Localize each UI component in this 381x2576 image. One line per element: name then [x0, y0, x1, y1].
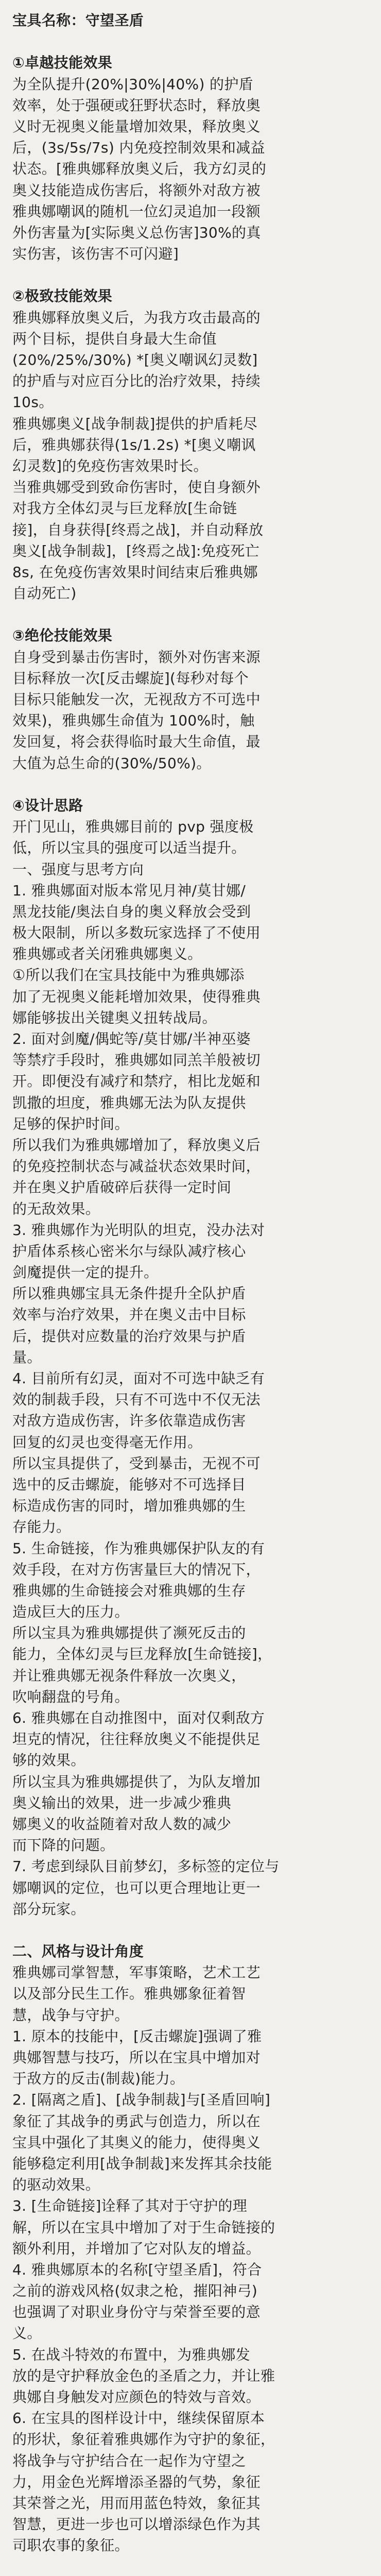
text-line: 所以宝具为雅典娜提供了，为队友增加: [12, 1773, 261, 1790]
document-section: [12, 285, 376, 604]
text-line: 3. [生命链接]诠释了其对于守护的理: [12, 2197, 248, 2215]
text-line: 10s。: [12, 394, 54, 411]
text-line: 效果)，雅典娜生命值为 100%时，触: [12, 712, 255, 730]
text-line: 司职农事的象征。: [12, 2537, 129, 2554]
text-line: 发回复，将会获得临时最大生命值，最: [12, 733, 261, 751]
section-spacer: [12, 264, 376, 285]
document-body: [12, 52, 376, 2556]
text-line: 所以我们为雅典娜增加了，释放奥义后: [12, 1136, 261, 1154]
text-line: 放的是守护释放金色的圣盾之力，并让雅: [12, 2367, 275, 2384]
text-line: 当雅典娜受到致命伤害时，使自身额外: [12, 479, 261, 496]
text-line: 之前的游戏风格(奴隶之枪，摧阳神弓): [12, 2282, 258, 2300]
text-line: 5. 在战斗特效的布置中，为雅典娜发: [12, 2346, 250, 2363]
text-line: 护盾体系核心密米尔与绿队减疗核心: [12, 1242, 246, 1260]
text-line: 部分玩家。: [12, 1900, 85, 1918]
text-line: 2. [隔离之盾]、[战争制裁]与[圣盾回响]: [12, 2091, 271, 2109]
text-line: 奥义[战争制裁]，[终焉之战]:免疫死亡: [12, 542, 260, 560]
text-line: 雅典娜嘲讽的随机一位幻灵追加一段额: [12, 202, 261, 220]
section-heading: ①卓越技能效果: [12, 54, 113, 72]
text-line: 以及部分民生工作。雅典娜象征着智: [12, 1985, 246, 2003]
text-line: 一、强度与思考方向: [12, 860, 144, 878]
text-line: 象征了其战争的勇武与创造力，所以在: [12, 2112, 261, 2130]
text-line: 典娜智慧与技巧，所以在宝具中增加对: [12, 2049, 261, 2066]
text-line: 7. 考虑到绿队目前梦幻，多标签的定位与: [12, 1858, 280, 1875]
text-line: 够的效果。: [12, 1752, 85, 1769]
section-spacer: [12, 1920, 376, 1941]
text-line: 额外利用，并增加了它对队友的增益。: [12, 2240, 261, 2257]
text-line: 6. 雅典娜在自动推图中，面对仅剩敌方: [12, 1709, 265, 1726]
text-line: 雅典娜释放奥义后，为我方攻击最高的: [12, 309, 261, 326]
document-section: [12, 1941, 376, 2556]
text-line: 极大限制，所以多数玩家选择了不使用: [12, 924, 261, 942]
text-line: 存能力。: [12, 1518, 71, 1536]
text-line: 效的制裁手段，只有不可选中不仅无法: [12, 1391, 261, 1409]
text-line: 自身受到暴击伤害时，额外对伤害来源: [12, 648, 261, 666]
text-line: 能力，全体幻灵与巨龙释放[生命链接]，: [12, 1646, 272, 1663]
text-line: 义。: [12, 2325, 42, 2342]
text-line: 后，(3s/5s/7s) 内免疫控制效果和减益: [12, 139, 265, 157]
text-line: 造成巨大的压力。: [12, 1603, 129, 1621]
text-line: 的免疫控制状态与减益状态效果时间，: [12, 1158, 261, 1175]
text-line: (20%/25%/30%) *[奥义嘲讽幻灵数]: [12, 351, 258, 368]
text-line: 将战争与守护结合在一起作为守望之: [12, 2452, 246, 2469]
text-line: 的无敌效果。: [12, 1200, 100, 1217]
section-heading: ④设计思路: [12, 796, 83, 814]
text-line: 而下降的问题。: [12, 1837, 115, 1854]
text-line: 凯撒的坦度，雅典娜无法为队友提供: [12, 1094, 246, 1111]
text-line: 后，提供对应数量的治疗效果与护盾: [12, 1327, 246, 1345]
text-line: 4. 目前所有幻灵，面对不可选中缺乏有: [12, 1370, 265, 1387]
text-line: 开。即便没有减疗和禁疗，相比龙姬和: [12, 1073, 261, 1090]
text-line: 黑龙技能/奥法自身的奥义释放会受到: [12, 903, 251, 920]
text-line: 实伤害，该伤害不可闪避]: [12, 245, 179, 263]
text-line: 外伤害量为[实际奥义总伤害]30%的真: [12, 224, 261, 241]
text-line: 能够稳定利用[战争制裁]来发挥其余技能: [12, 2155, 272, 2172]
text-line: 慧，战争与守护。: [12, 2006, 129, 2024]
text-line: 奥义输出的效果，进一步减少雅典: [12, 1794, 232, 1811]
text-line: 对敌方造成伤害，许多依靠造成伤害: [12, 1412, 246, 1430]
text-line: 解，所以在宝具中增加了对于生命链接的: [12, 2218, 275, 2236]
text-line: 标造成伤害的同时，增加雅典娜的生: [12, 1497, 246, 1515]
text-line: 也强调了对职业身份守与荣誉至要的意: [12, 2303, 261, 2321]
text-line: 娜能够拔出关键奥义扭转战局。: [12, 1009, 217, 1026]
section-spacer: [12, 31, 376, 52]
text-line: 雅典娜的生命链接会对雅典娜的生存: [12, 1582, 246, 1599]
text-line: 的形状，象征着雅典娜作为守护的象征，: [12, 2431, 275, 2448]
text-line: 状态。[雅典娜释放奥义后，我方幻灵的: [12, 160, 267, 178]
text-line: 1. 雅典娜面对版本常见月神/莫甘娜/: [12, 882, 246, 899]
text-line: 典娜自身触发对应颜色的特效与音效。: [12, 2388, 261, 2405]
text-line: 的护盾与对应百分比的治疗效果，持续: [12, 372, 261, 390]
text-line: 效手段，在对方伤害量巨大的情况下，: [12, 1561, 261, 1578]
text-line: 智慧，更进一步也可以增添绿色作为其: [12, 2516, 261, 2533]
text-line: 等禁疗手段时，雅典娜如同羔羊般被切: [12, 1052, 261, 1069]
text-line: 其荣誉之光，用而用蓝色特效，象征其: [12, 2494, 261, 2512]
text-line: 3. 雅典娜作为光明队的坦克，没办法对: [12, 1221, 265, 1239]
document-title: 宝具名称：守望圣盾: [12, 12, 144, 29]
document-section: [12, 52, 376, 264]
text-line: 的驱动效果。: [12, 2176, 100, 2194]
text-line: 剑魔提供一定的提升。: [12, 1264, 159, 1281]
text-line: 义时无视奥义能量增加效果，释放奥义: [12, 117, 261, 135]
section-heading: 二、风格与设计角度: [12, 1943, 144, 1960]
text-line: 并在奥义护盾破碎后获得一定时间: [12, 1179, 232, 1196]
text-line: 加了无视奥义能耗增加效果，使得雅典: [12, 988, 261, 1005]
text-line: 低，所以宝具的强度可以适当提升。: [12, 839, 246, 857]
text-line: 开门见山，雅典娜目前的 pvp 强度极: [12, 818, 254, 836]
section-spacer: [12, 774, 376, 795]
text-line: 选中的反击螺旋，能够对不可选择目: [12, 1476, 246, 1493]
text-line: 6. 在宝具的图样设计中，继续保留原本: [12, 2410, 265, 2427]
text-line: 后，雅典娜获得(1s/1.2s) *[奥义嘲讽: [12, 436, 256, 453]
text-line: 所以宝具提供了，受到暴击，无视不可: [12, 1454, 261, 1472]
text-line: 为全队提升(20%|30%|40%) 的护盾: [12, 75, 254, 93]
text-line: 2. 面对剑魔/偶蛇等/莫甘娜/半神巫婆: [12, 1030, 251, 1047]
text-line: 目标只能触发一次，无视敌方不可选中: [12, 691, 261, 708]
text-line: 于敌方的反击(制裁)能力。: [12, 2070, 185, 2088]
section-spacer: [12, 604, 376, 625]
text-line: 对我方全体幻灵与巨龙释放[生命链: [12, 500, 237, 517]
text-line: 两个目标，提供自身最大生命值: [12, 330, 217, 347]
text-line: 5. 生命链接，作为雅典娜保护队友的有: [12, 1539, 265, 1557]
section-heading: ②极致技能效果: [12, 287, 113, 305]
text-line: 奥义技能造成伤害后，将额外对敌方被: [12, 181, 261, 199]
text-line: 目标释放一次[反击螺旋](每秒对每个: [12, 669, 249, 687]
text-line: 量。: [12, 1348, 42, 1366]
text-line: 力，用金色光辉增添圣器的气势，象征: [12, 2473, 261, 2490]
text-line: 雅典娜或者关闭雅典娜奥义。: [12, 945, 202, 963]
text-line: 坦克的情况，往往释放奥义不能提供足: [12, 1731, 261, 1748]
text-line: 自动死亡): [12, 585, 77, 602]
text-line: 8s, 在免疫伤害效果时间结束后雅典娜: [12, 563, 258, 581]
text-line: 接]，自身获得[终焉之战]，并自动释放: [12, 521, 264, 538]
text-line: 所以雅典娜宝具无条件提升全队护盾: [12, 1285, 246, 1302]
document-section: [12, 625, 376, 773]
text-line: 效率与治疗效果，并在奥义击中目标: [12, 1306, 246, 1324]
text-line: 并让雅典娜无视条件释放一次奥义，: [12, 1667, 246, 1684]
text-line: 吹响翻盘的号角。: [12, 1688, 129, 1705]
document-section: [12, 795, 376, 1920]
text-line: 足够的保护时间。: [12, 1115, 129, 1132]
text-line: ①所以我们在宝具技能中为雅典娜添: [12, 967, 245, 984]
text-line: 回复的幻灵也变得毫无作用。: [12, 1433, 202, 1451]
text-line: 幻灵数]的免疫伤害效果时长。: [12, 457, 208, 474]
text-line: 4. 雅典娜原本的名称[守望圣盾]，符合: [12, 2261, 262, 2278]
text-line: 雅典娜奥义[战争制裁]提供的护盾耗尽: [12, 415, 258, 432]
text-line: 娜奥义的收益随着对敌人数的减少: [12, 1815, 232, 1833]
text-line: 1. 原本的技能中，[反击螺旋]强调了雅: [12, 2027, 262, 2045]
text-line: 宝具中强化了其奥义的能力，使得奥义: [12, 2133, 261, 2151]
text-line: 雅典娜司掌智慧，军事策略，艺术工艺: [12, 1964, 261, 1981]
text-line: 效率，处于强硬或狂野状态时，释放奥: [12, 96, 261, 114]
section-heading: ③绝伦技能效果: [12, 627, 113, 645]
text-line: 所以宝具为雅典娜提供了濒死反击的: [12, 1624, 246, 1642]
text-line: 娜嘲讽的定位，也可以更合理地让更一: [12, 1879, 261, 1896]
text-line: 大值为总生命的(30%/50%)。: [12, 754, 211, 772]
